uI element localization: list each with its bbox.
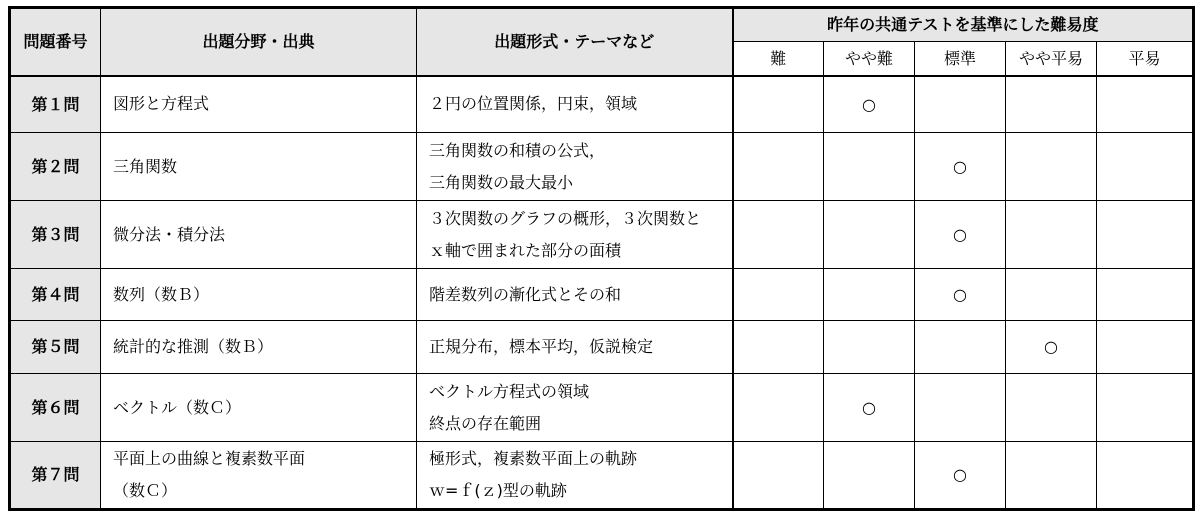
table-row bbox=[10, 374, 1194, 442]
mark-easy bbox=[1097, 442, 1194, 510]
question-field: 図形と方程式 bbox=[101, 76, 417, 133]
mark-standard: ○ bbox=[915, 133, 1006, 201]
mark-somewhat-easy: ○ bbox=[1006, 321, 1097, 374]
question-format: 極形式，複素数平面上の軌跡 ｗ=ｆ(ｚ)型の軌跡 bbox=[417, 442, 733, 510]
mark-hard bbox=[733, 133, 824, 201]
mark-easy bbox=[1097, 76, 1194, 133]
mark-somewhat-hard: ○ bbox=[824, 76, 915, 133]
table-row bbox=[10, 76, 1194, 133]
mark-somewhat-hard: ○ bbox=[824, 374, 915, 442]
mark-hard bbox=[733, 374, 824, 442]
mark-somewhat-hard bbox=[824, 201, 915, 269]
question-number: 第３問 bbox=[10, 201, 101, 269]
header-format: 出題形式・テーマなど bbox=[417, 8, 733, 76]
mark-somewhat-easy bbox=[1006, 133, 1097, 201]
mark-hard bbox=[733, 201, 824, 269]
question-format: 三角関数の和積の公式， 三角関数の最大最小 bbox=[417, 133, 733, 201]
header-field: 出題分野・出典 bbox=[101, 8, 417, 76]
mark-standard bbox=[915, 374, 1006, 442]
mark-somewhat-easy bbox=[1006, 201, 1097, 269]
header-difficulty-group: 昨年の共通テストを基準にした難易度 bbox=[733, 8, 1194, 42]
mark-easy bbox=[1097, 133, 1194, 201]
mark-easy bbox=[1097, 201, 1194, 269]
mark-somewhat-easy bbox=[1006, 269, 1097, 321]
mark-standard bbox=[915, 321, 1006, 374]
mark-somewhat-easy bbox=[1006, 374, 1097, 442]
mark-hard bbox=[733, 442, 824, 510]
mark-somewhat-easy bbox=[1006, 442, 1097, 510]
question-number: 第７問 bbox=[10, 442, 101, 510]
difficulty-table bbox=[8, 6, 1195, 511]
question-format: ベクトル方程式の領域 終点の存在範囲 bbox=[417, 374, 733, 442]
table-row bbox=[10, 201, 1194, 269]
question-format: ２円の位置関係，円束，領域 bbox=[417, 76, 733, 133]
mark-somewhat-easy bbox=[1006, 76, 1097, 133]
header-level-somewhat-easy: やや平易 bbox=[1006, 42, 1097, 76]
mark-easy bbox=[1097, 269, 1194, 321]
table-row bbox=[10, 442, 1194, 510]
header-level-hard: 難 bbox=[733, 42, 824, 76]
mark-easy bbox=[1097, 321, 1194, 374]
mark-standard: ○ bbox=[915, 201, 1006, 269]
mark-hard bbox=[733, 269, 824, 321]
question-format: 正規分布，標本平均，仮説検定 bbox=[417, 321, 733, 374]
question-number: 第４問 bbox=[10, 269, 101, 321]
question-number: 第６問 bbox=[10, 374, 101, 442]
mark-somewhat-hard bbox=[824, 269, 915, 321]
question-field: ベクトル（数Ｃ） bbox=[101, 374, 417, 442]
table-row bbox=[10, 133, 1194, 201]
table-row bbox=[10, 321, 1194, 374]
question-field: 三角関数 bbox=[101, 133, 417, 201]
question-number: 第５問 bbox=[10, 321, 101, 374]
header-level-somewhat-hard: やや難 bbox=[824, 42, 915, 76]
header-level-easy: 平易 bbox=[1097, 42, 1194, 76]
table-row bbox=[10, 269, 1194, 321]
question-field: 平面上の曲線と複素数平面 （数Ｃ） bbox=[101, 442, 417, 510]
header-level-standard: 標準 bbox=[915, 42, 1006, 76]
mark-standard: ○ bbox=[915, 269, 1006, 321]
question-format: ３次関数のグラフの概形，３次関数と ｘ軸で囲まれた部分の面積 bbox=[417, 201, 733, 269]
question-number: 第２問 bbox=[10, 133, 101, 201]
header-number: 問題番号 bbox=[10, 8, 101, 76]
mark-standard bbox=[915, 76, 1006, 133]
mark-easy bbox=[1097, 374, 1194, 442]
mark-hard bbox=[733, 321, 824, 374]
mark-hard bbox=[733, 76, 824, 133]
mark-somewhat-hard bbox=[824, 321, 915, 374]
mark-somewhat-hard bbox=[824, 133, 915, 201]
question-number: 第１問 bbox=[10, 76, 101, 133]
question-field: 微分法・積分法 bbox=[101, 201, 417, 269]
mark-standard: ○ bbox=[915, 442, 1006, 510]
question-format: 階差数列の漸化式とその和 bbox=[417, 269, 733, 321]
mark-somewhat-hard bbox=[824, 442, 915, 510]
question-field: 数列（数Ｂ） bbox=[101, 269, 417, 321]
question-field: 統計的な推測（数Ｂ） bbox=[101, 321, 417, 374]
